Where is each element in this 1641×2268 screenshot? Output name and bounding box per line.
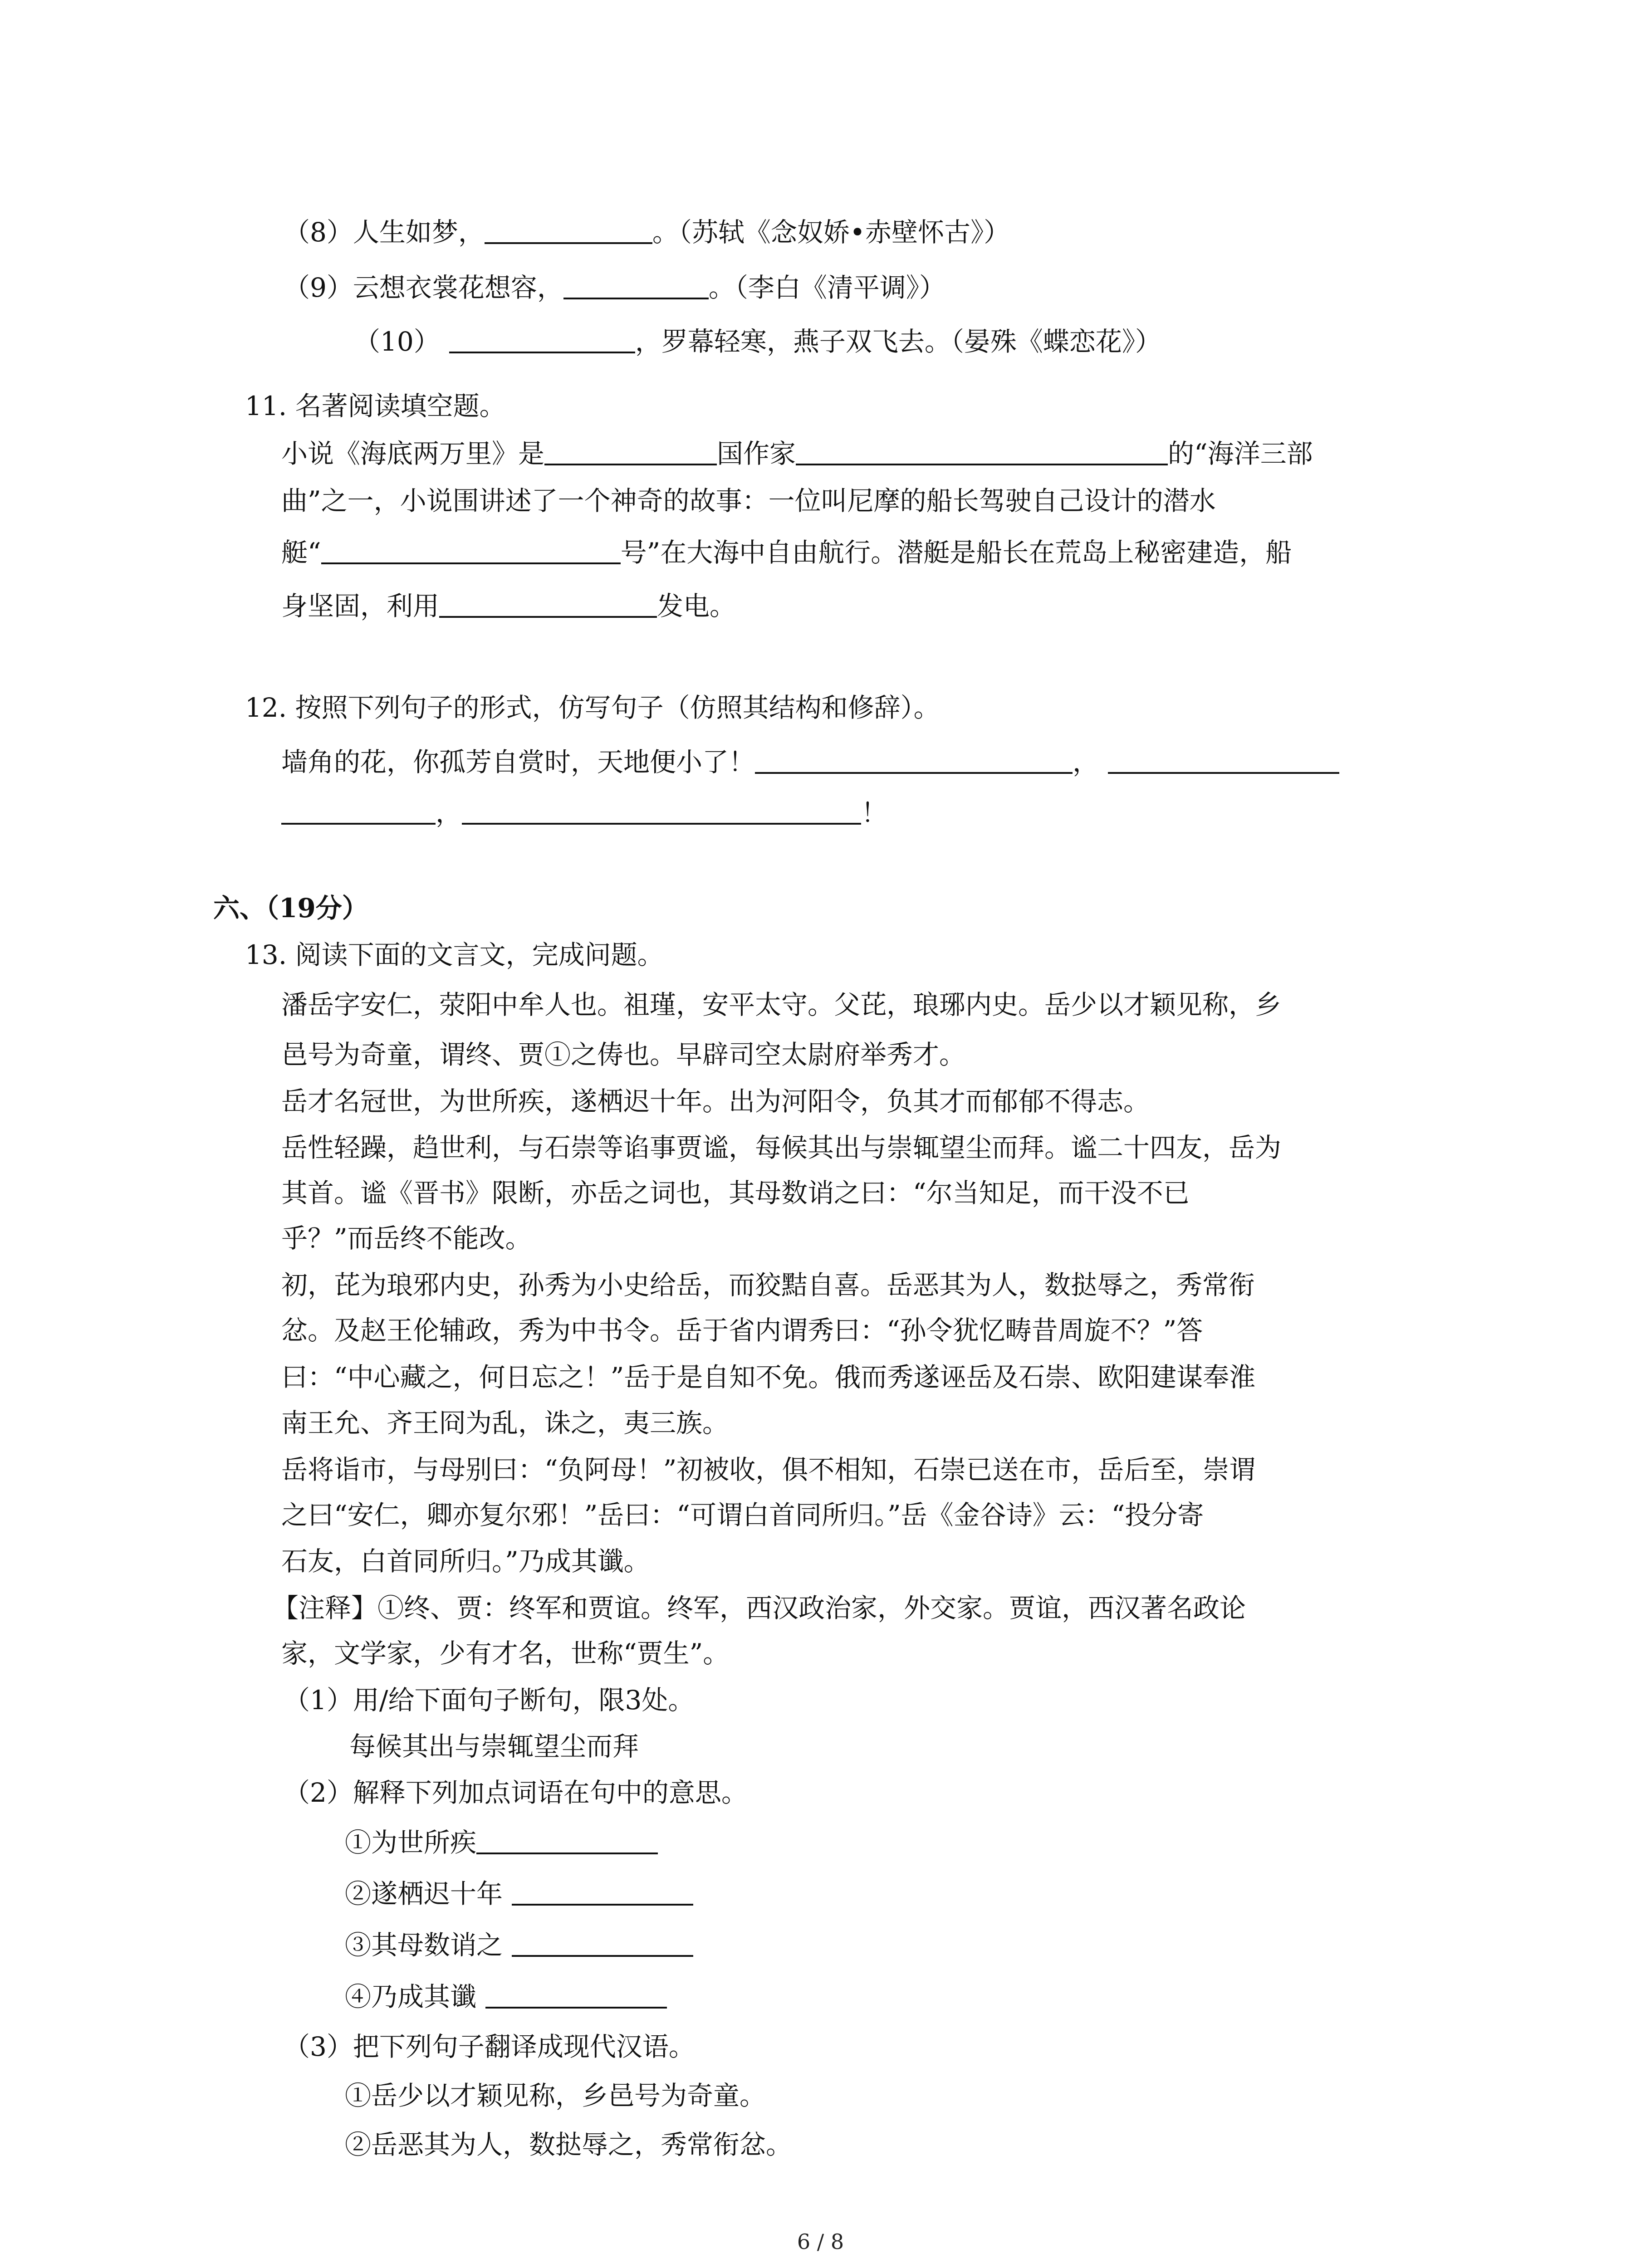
answer-blank[interactable] <box>512 1877 693 1906</box>
answer-blank[interactable] <box>439 589 657 618</box>
question-text: ！ <box>861 797 888 828</box>
answer-blank[interactable] <box>281 796 436 825</box>
passage-line: 石友，白首同所归。”乃成其谶。 <box>281 1546 650 1577</box>
question-text: 墙角的花，你孤芳自赏时，天地便小了！ <box>281 747 755 777</box>
translation-item: ①岳少以才颖见称，乡邑号为奇童。 <box>345 2080 766 2111</box>
word-item-text: ④乃成其谶 <box>345 1981 477 2012</box>
passage-line: 曰：“中心藏之，何日忘之！”岳于是自知不免。俄而秀遂诬岳及石崇、欧阳建谋奉淮 <box>281 1362 1256 1393</box>
question-text: 国作家 <box>717 438 796 469</box>
question-text: 身坚固，利用 <box>281 591 440 621</box>
question-text: 艇“ <box>281 537 321 568</box>
answer-blank[interactable] <box>755 745 1073 774</box>
question-11-line-3 <box>281 534 1292 571</box>
passage-line: 岳才名冠世，为世所疾，遂栖迟十年。出为河阳令，负其才而郁郁不得志。 <box>281 1086 1150 1117</box>
word-item <box>345 1979 667 2015</box>
sub-question-1: （1）用/给下面句子断句，限3处。 <box>284 1685 695 1716</box>
passage-line: 乎？”而岳终不能改。 <box>281 1223 532 1254</box>
passage-line: 初，芘为琅邪内史，孙秀为小史给岳，而狡黠自喜。岳恶其为人，数挞辱之，秀常衔 <box>281 1270 1255 1300</box>
answer-blank[interactable] <box>1108 745 1339 774</box>
question-text: 发电。 <box>657 591 736 621</box>
poem-source: ，罗幕轻寒，燕子双飞去。（晏殊《蝶恋花》） <box>635 326 1161 357</box>
passage-line: 南王允、齐王冏为乱，诛之，夷三族。 <box>281 1408 729 1438</box>
question-text: ， <box>1073 747 1099 777</box>
question-11-line-1 <box>281 435 1313 472</box>
question-text: ， <box>436 797 462 828</box>
passage-line: 岳性轻躁，趋世利，与石崇等谄事贾谧，每候其出与崇辄望尘而拜。谧二十四友，岳为 <box>281 1132 1282 1163</box>
poem-source: 。（苏轼《念奴娇•赤壁怀古》） <box>652 217 1010 248</box>
poem-line-9 <box>284 269 945 306</box>
word-item <box>345 1927 693 1963</box>
word-item-text: ③其母数诮之 <box>345 1930 503 1960</box>
answer-blank[interactable] <box>485 215 652 244</box>
answer-blank[interactable] <box>321 535 621 564</box>
passage-line: 忿。及赵王伦辅政，秀为中书令。岳于省内谓秀曰：“孙令犹忆畴昔周旋不？”答 <box>281 1315 1203 1346</box>
answer-blank[interactable] <box>462 796 861 825</box>
section-heading: 六、（19分） <box>213 893 368 924</box>
sub-question-2: （2）解释下列加点词语在句中的意思。 <box>284 1777 748 1808</box>
poem-line-10 <box>354 323 1161 360</box>
question-11-line-2: 曲”之一，小说围讲述了一个神奇的故事：一位叫尼摩的船长驾驶自己设计的潜水 <box>281 485 1216 516</box>
question-11-title: 11. 名著阅读填空题。 <box>245 391 506 421</box>
answer-blank[interactable] <box>796 436 1168 465</box>
item-number: （9） <box>284 272 353 303</box>
question-text: 的“海洋三部 <box>1168 438 1313 469</box>
answer-blank[interactable] <box>544 436 717 465</box>
poem-text: 云想衣裳花想容， <box>353 272 563 303</box>
word-item <box>345 1876 693 1912</box>
answer-blank[interactable] <box>563 270 709 299</box>
passage-line: 其首。谧《晋书》限断，亦岳之词也，其母数诮之曰：“尔当知足，而干没不已 <box>281 1178 1190 1208</box>
sub-question-3: （3）把下列句子翻译成现代汉语。 <box>284 2031 695 2062</box>
item-number: （8） <box>284 217 353 248</box>
annotation-line: 【注释】①终、贾：终军和贾谊。终军，西汉政治家，外交家。贾谊，西汉著名政论 <box>272 1593 1246 1623</box>
item-number: （10） <box>354 326 440 357</box>
answer-blank[interactable] <box>512 1928 693 1957</box>
annotation-line: 家，文学家，少有才名，世称“贾生”。 <box>281 1638 730 1669</box>
question-12-line-2 <box>281 795 887 831</box>
word-item-text: ①为世所疾 <box>345 1827 477 1858</box>
translation-item: ②岳恶其为人，数挞辱之，秀常衔忿。 <box>345 2129 793 2160</box>
sentence-to-punctuate: 每候其出与崇辄望尘而拜 <box>349 1731 639 1762</box>
word-item <box>345 1824 658 1861</box>
answer-blank[interactable] <box>476 1825 658 1854</box>
passage-line: 之曰“安仁，卿亦复尔邪！”岳曰：“可谓白首同所归。”岳《金谷诗》云：“投分寄 <box>281 1500 1204 1530</box>
passage-line: 潘岳字安仁，荥阳中牟人也。祖瑾，安平太守。父芘，琅琊内史。岳少以才颖见称，乡 <box>281 989 1282 1020</box>
question-13-title: 13. 阅读下面的文言文，完成问题。 <box>245 939 664 970</box>
poem-source: 。（李白《清平调》） <box>708 272 945 303</box>
passage-line: 邑号为奇童，谓终、贾①之俦也。早辟司空太尉府举秀才。 <box>281 1039 966 1070</box>
question-text: 小说《海底两万里》是 <box>281 438 545 469</box>
question-12-line-1 <box>281 744 1339 780</box>
question-11-line-4 <box>281 588 736 624</box>
poem-text: 人生如梦， <box>353 217 485 248</box>
page-number: 6 / 8 <box>797 2229 844 2254</box>
answer-blank[interactable] <box>449 324 635 353</box>
passage-line: 岳将诣市，与母别曰：“负阿母！”初被收，俱不相知，石崇已送在市，岳后至，崇谓 <box>281 1454 1256 1485</box>
question-text: 号”在大海中自由航行。潜艇是船长在荒岛上秘密建造，船 <box>620 537 1292 568</box>
poem-line-8 <box>284 214 1010 250</box>
question-12-title: 12. 按照下列句子的形式，仿写句子（仿照其结构和修辞）。 <box>245 692 940 723</box>
word-item-text: ②遂栖迟十年 <box>345 1878 503 1909</box>
answer-blank[interactable] <box>485 1980 667 2009</box>
